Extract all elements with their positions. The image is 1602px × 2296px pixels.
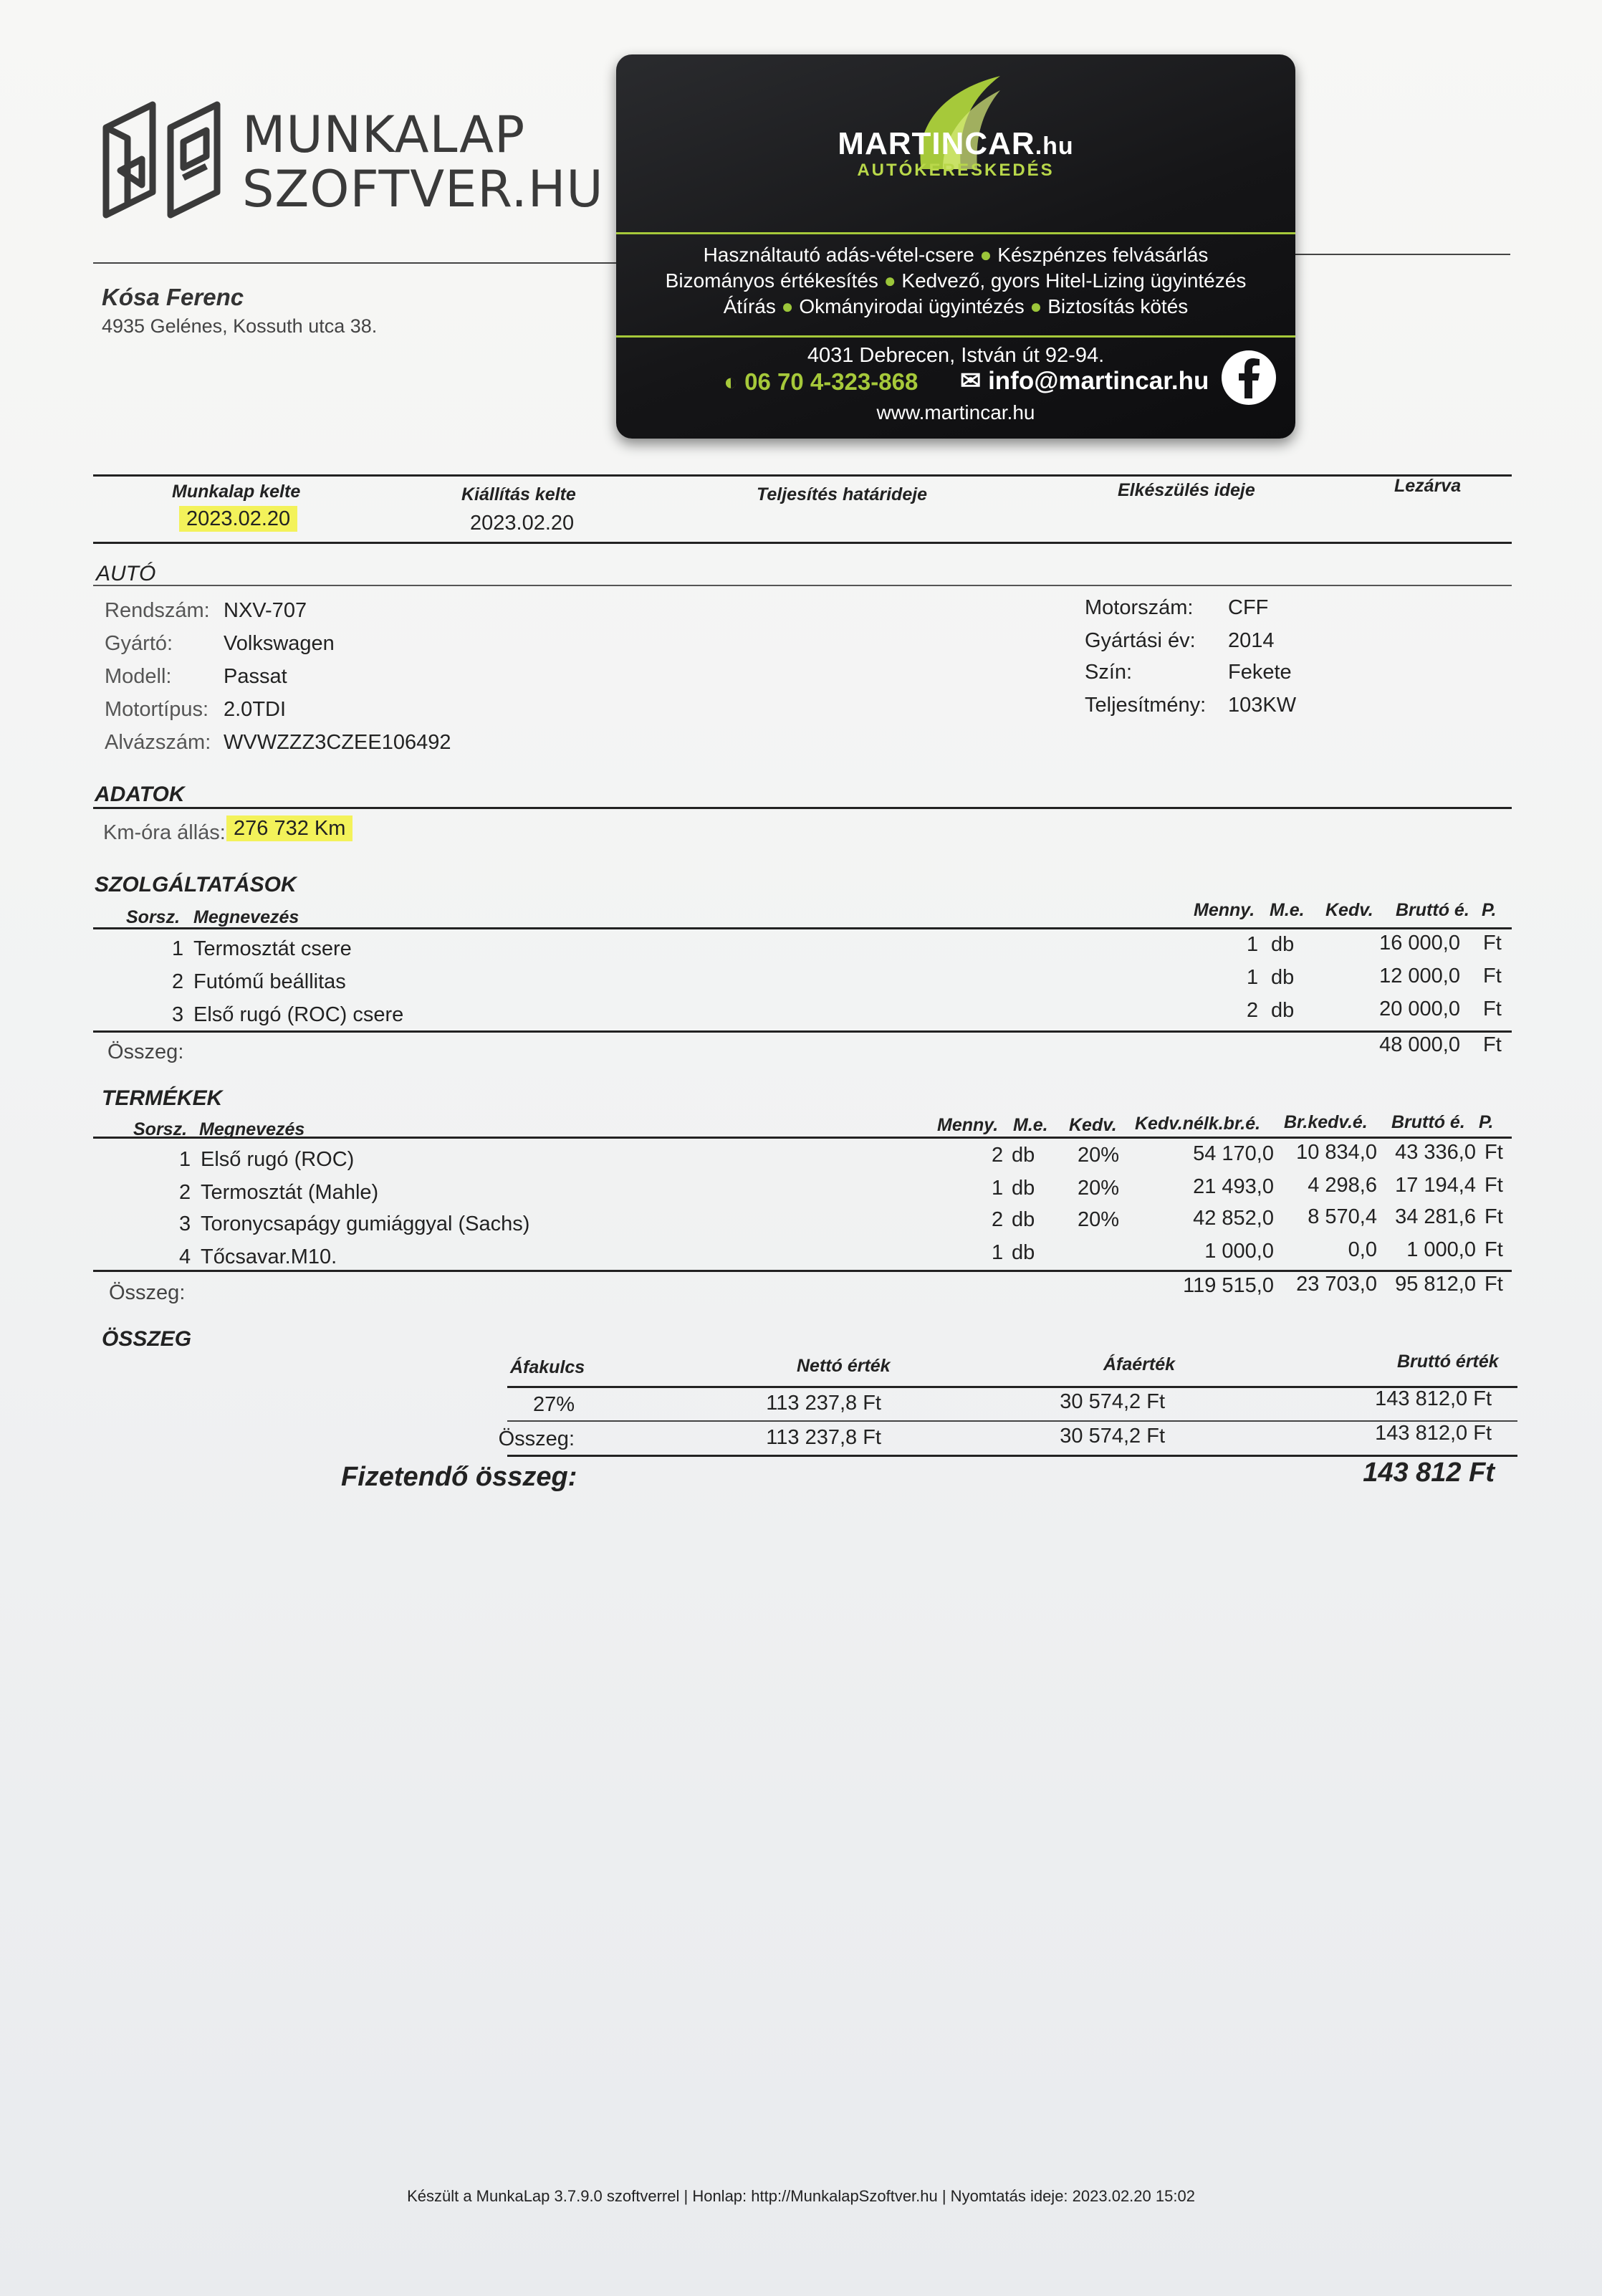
product-name: Toronycsapágy gumiággyal (Sachs) xyxy=(201,1212,530,1235)
munkalap-logo-icon xyxy=(99,99,235,222)
payable-value: 143 812 Ft xyxy=(1363,1458,1495,1488)
products-sum-label: Összeg: xyxy=(109,1281,186,1304)
bullet-icon: ● xyxy=(1024,295,1048,317)
product-no: 3 xyxy=(179,1212,191,1235)
service-cur: Ft xyxy=(1483,932,1502,955)
products-header-disc: Kedv. xyxy=(1069,1115,1117,1135)
summary-header-vat: Áfaérték xyxy=(1103,1354,1176,1374)
date-header-elkeszules-ideje: Elkészülés ideje xyxy=(1118,480,1255,500)
service-cur: Ft xyxy=(1483,965,1502,987)
card-service: Átírás xyxy=(723,295,776,317)
product-disc: 20% xyxy=(1078,1144,1120,1167)
auto-value-gyarto: Volkswagen xyxy=(224,632,335,655)
product-name: Tőcsavar.M10. xyxy=(201,1245,337,1268)
services-sum-rule xyxy=(93,1030,1512,1033)
service-unit: db xyxy=(1271,999,1295,1022)
km-value: 276 732 Km xyxy=(226,815,352,841)
bullet-icon: ● xyxy=(974,244,998,266)
card-service: Készpénzes felvásárlás xyxy=(997,244,1209,266)
services-header-unit: M.e. xyxy=(1270,900,1305,920)
products-header-discval: Br.kedv.é. xyxy=(1284,1112,1368,1132)
auto-label-teljesitmeny: Teljesítmény: xyxy=(1085,694,1207,717)
service-gross: 16 000,0 xyxy=(1379,932,1460,955)
product-discval: 10 834,0 xyxy=(1296,1141,1377,1164)
km-label: Km-óra állás: xyxy=(103,821,226,844)
product-net: 54 170,0 xyxy=(1193,1142,1274,1165)
card-service: Okmányirodai ügyintézés xyxy=(799,295,1025,317)
card-subtitle: AUTÓKERESKEDÉS xyxy=(857,161,1055,180)
auto-value-motortipus: 2.0TDI xyxy=(224,698,287,721)
card-phone[interactable] xyxy=(724,368,918,396)
summary-header-rate: Áfakulcs xyxy=(510,1357,585,1377)
auto-label-motorszam: Motorszám: xyxy=(1085,596,1194,619)
products-header-rule xyxy=(93,1137,1512,1139)
product-qty: 2 xyxy=(992,1144,1004,1167)
date-header-lezarva: Lezárva xyxy=(1394,476,1462,496)
product-cur: Ft xyxy=(1485,1205,1503,1228)
card-email-address: info@martincar.hu xyxy=(988,367,1209,395)
services-sum-cur: Ft xyxy=(1483,1033,1502,1056)
product-gross: 1 000,0 xyxy=(1406,1238,1476,1261)
services-sum-label: Összeg: xyxy=(107,1041,184,1063)
dates-rule-bottom xyxy=(93,542,1512,544)
munkalap-logo-text xyxy=(242,105,604,219)
service-unit: db xyxy=(1271,933,1295,956)
card-services-line2 xyxy=(616,268,1295,294)
mobile-phone-icon: ◐ xyxy=(724,368,745,395)
date-header-teljesites-hatarideje: Teljesítés határideje xyxy=(757,484,928,504)
services-header-disc: Kedv. xyxy=(1325,900,1373,920)
auto-value-motorszam: CFF xyxy=(1228,596,1269,619)
product-unit: db xyxy=(1012,1241,1035,1264)
product-cur: Ft xyxy=(1485,1141,1503,1164)
summary-net: 113 237,8 Ft xyxy=(766,1392,881,1415)
services-header-no: Sorsz. xyxy=(126,907,181,927)
products-sum-rule xyxy=(93,1270,1512,1272)
date-header-munkalap-kelte: Munkalap kelte xyxy=(172,482,301,502)
auto-label-gyarto: Gyártó: xyxy=(105,632,173,655)
summary-total-rule xyxy=(507,1455,1517,1457)
service-no: 3 xyxy=(172,1003,184,1026)
summary-vat: 30 574,2 Ft xyxy=(1060,1390,1165,1413)
card-phone-number: 06 70 4-323-868 xyxy=(744,368,918,395)
summary-gross: 143 812,0 Ft xyxy=(1375,1387,1492,1410)
product-discval: 0,0 xyxy=(1348,1238,1377,1261)
product-unit: db xyxy=(1012,1208,1035,1231)
product-cur: Ft xyxy=(1485,1174,1503,1197)
products-header-unit: M.e. xyxy=(1013,1115,1048,1135)
product-qty: 1 xyxy=(992,1241,1004,1264)
facebook-icon[interactable] xyxy=(1219,348,1278,407)
auto-value-modell: Passat xyxy=(224,665,287,688)
services-header-cur: P. xyxy=(1482,900,1497,920)
product-gross: 43 336,0 xyxy=(1395,1141,1476,1164)
section-title-szolgaltatasok: SZOLGÁLTATÁSOK xyxy=(95,873,297,896)
service-name: Termosztát csere xyxy=(193,937,352,960)
card-email[interactable] xyxy=(960,367,1209,396)
auto-value-szin: Fekete xyxy=(1228,661,1292,684)
footer-text: Készült a MunkaLap 3.7.9.0 szoftverrel | Honlap: http://MunkalapSzoftver.hu | Nyomtatás ideje: 2023.02.20 15:02 xyxy=(407,2187,1195,2205)
product-cur: Ft xyxy=(1485,1238,1503,1261)
products-sum-gross: 95 812,0 xyxy=(1395,1273,1476,1296)
auto-label-modell: Modell: xyxy=(105,665,172,688)
card-rule-bottom xyxy=(616,335,1295,338)
service-no: 1 xyxy=(172,937,184,960)
customer-name: Kósa Ferenc xyxy=(102,284,244,310)
customer-address: 4935 Gelénes, Kossuth utca 38. xyxy=(102,315,378,337)
card-brand-name: MARTINCAR xyxy=(838,126,1035,161)
section-title-osszeg: ÖSSZEG xyxy=(102,1327,192,1351)
card-services-line3 xyxy=(616,294,1295,320)
product-no: 2 xyxy=(179,1181,191,1204)
service-gross: 20 000,0 xyxy=(1379,998,1460,1020)
products-header-gross: Bruttó é. xyxy=(1391,1112,1465,1132)
business-card xyxy=(616,54,1295,439)
product-net: 21 493,0 xyxy=(1193,1175,1274,1198)
summary-total-net: 113 237,8 Ft xyxy=(766,1426,881,1449)
dates-rule-top xyxy=(93,474,1512,477)
summary-total-label: Összeg: xyxy=(498,1427,575,1450)
service-gross: 12 000,0 xyxy=(1379,965,1460,987)
bullet-icon: ● xyxy=(878,269,902,292)
auto-value-teljesitmeny: 103KW xyxy=(1228,694,1297,717)
card-services-line1 xyxy=(616,242,1295,268)
date-header-kiallitas-kelte: Kiállítás kelte xyxy=(461,484,576,504)
product-disc: 20% xyxy=(1078,1177,1120,1200)
product-unit: db xyxy=(1012,1144,1035,1167)
services-header-name: Megnevezés xyxy=(193,907,299,927)
summary-total-vat: 30 574,2 Ft xyxy=(1060,1425,1165,1448)
auto-value-alvazszam: WVWZZZ3CZEE106492 xyxy=(224,731,451,754)
products-header-no: Sorsz. xyxy=(133,1119,188,1139)
services-header-rule xyxy=(93,927,1512,929)
auto-label-gyartasi-ev: Gyártási év: xyxy=(1085,629,1196,652)
services-header-gross: Bruttó é. xyxy=(1396,900,1469,920)
product-no: 4 xyxy=(179,1245,191,1268)
date-kiallitas-kelte: 2023.02.20 xyxy=(470,512,575,535)
products-header-cur: P. xyxy=(1479,1112,1494,1132)
product-no: 1 xyxy=(179,1148,191,1171)
card-website[interactable]: www.martincar.hu xyxy=(876,401,1035,424)
payable-label: Fizetendő összeg: xyxy=(341,1462,577,1492)
products-sum-cur: Ft xyxy=(1485,1273,1503,1296)
product-disc: 20% xyxy=(1078,1208,1120,1231)
product-gross: 34 281,6 xyxy=(1395,1205,1476,1228)
card-address: 4031 Debrecen, István út 92-94. xyxy=(807,344,1105,367)
auto-label-motortipus: Motortípus: xyxy=(105,698,209,721)
product-name: Első rugó (ROC) xyxy=(201,1148,355,1171)
service-no: 2 xyxy=(172,970,184,993)
auto-label-alvazszam: Alvázszám: xyxy=(105,731,211,754)
auto-value-gyartasi-ev: 2014 xyxy=(1228,629,1275,652)
products-sum-discval: 23 703,0 xyxy=(1296,1273,1377,1296)
products-sum-net: 119 515,0 xyxy=(1183,1274,1274,1297)
section-title-adatok: ADATOK xyxy=(95,783,185,806)
products-header-net: Kedv.nélk.br.é. xyxy=(1135,1114,1261,1134)
product-discval: 8 570,4 xyxy=(1308,1205,1377,1228)
product-qty: 2 xyxy=(992,1208,1004,1231)
card-service: Használtautó adás-vétel-csere xyxy=(703,244,974,266)
service-qty: 2 xyxy=(1247,999,1259,1022)
product-name: Termosztát (Mahle) xyxy=(201,1181,379,1204)
header-rule-right xyxy=(1295,254,1510,255)
product-discval: 4 298,6 xyxy=(1308,1174,1377,1197)
bullet-icon: ● xyxy=(775,295,800,317)
service-name: Futómű beállitas xyxy=(193,970,346,993)
service-cur: Ft xyxy=(1483,998,1502,1020)
product-qty: 1 xyxy=(992,1177,1004,1200)
auto-label-rendszam: Rendszám: xyxy=(105,599,210,622)
auto-value-rendszam: NXV-707 xyxy=(224,599,307,622)
summary-rate: 27% xyxy=(532,1393,575,1416)
card-service: Bizományos értékesítés xyxy=(665,269,878,292)
card-brand xyxy=(616,126,1295,162)
envelope-icon: ✉ xyxy=(960,367,989,395)
card-brand-suffix: .hu xyxy=(1035,133,1074,160)
card-rule-top xyxy=(616,232,1295,234)
auto-label-szin: Szín: xyxy=(1085,661,1133,684)
card-service: Biztosítás kötés xyxy=(1047,295,1189,317)
section-title-auto: AUTÓ xyxy=(96,562,156,585)
services-header-qty: Menny. xyxy=(1194,900,1255,920)
products-header-qty: Menny. xyxy=(937,1115,999,1135)
summary-header-net: Nettó érték xyxy=(797,1356,891,1376)
service-name: Első rugó (ROC) csere xyxy=(193,1003,404,1026)
services-sum-gross: 48 000,0 xyxy=(1379,1033,1460,1056)
card-service: Kedvező, gyors Hitel-Lizing ügyintézés xyxy=(901,269,1247,292)
product-net: 1 000,0 xyxy=(1204,1240,1274,1263)
section-title-termekek: TERMÉKEK xyxy=(102,1086,223,1110)
service-unit: db xyxy=(1271,966,1295,989)
products-header-name: Megnevezés xyxy=(199,1119,305,1139)
logo-line2: SZOFTVER.HU xyxy=(242,160,604,219)
header-rule-left xyxy=(93,262,616,264)
logo-line1: MUNKALAP xyxy=(242,105,526,164)
product-net: 42 852,0 xyxy=(1193,1207,1274,1230)
service-qty: 1 xyxy=(1247,933,1259,956)
auto-rule xyxy=(93,585,1512,586)
card-services xyxy=(616,242,1295,320)
summary-header-gross: Bruttó érték xyxy=(1397,1352,1499,1372)
date-munkalap-kelte: 2023.02.20 xyxy=(179,506,297,532)
product-unit: db xyxy=(1012,1177,1035,1200)
service-qty: 1 xyxy=(1247,966,1259,989)
product-gross: 17 194,4 xyxy=(1395,1174,1476,1197)
adatok-rule xyxy=(93,807,1512,809)
summary-total-gross: 143 812,0 Ft xyxy=(1375,1422,1492,1445)
